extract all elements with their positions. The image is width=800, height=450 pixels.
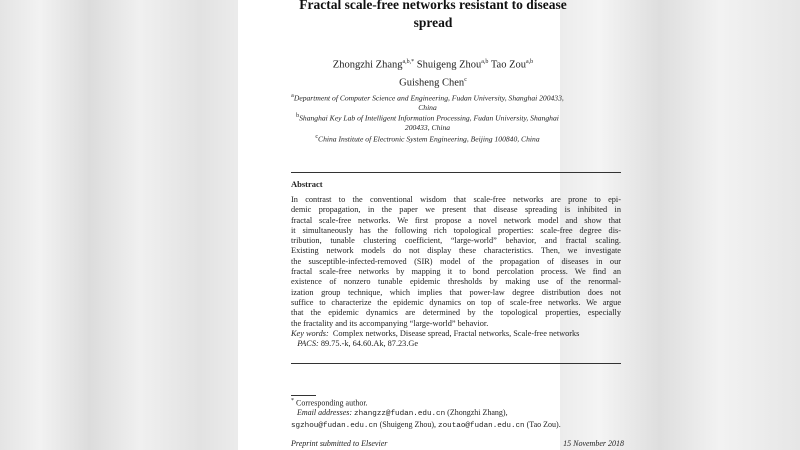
author: Shuigeng Zhou (416, 59, 482, 71)
abstract-heading: Abstract (291, 179, 323, 189)
divider (291, 363, 621, 364)
paper-page (238, 0, 624, 450)
author-list (288, 55, 578, 90)
author-sup: a,b (481, 59, 489, 65)
pacs-codes: 89.75.-k, 64.60.Ak, 87.23.Ge (320, 339, 419, 348)
author: Guisheng Chen (399, 77, 465, 88)
divider (291, 172, 621, 173)
affiliation: $^a$Department of Computer Science and Engineering, Fudan University, Shanghai 200433, China (291, 93, 564, 113)
footnote-rule (291, 395, 316, 396)
author-sup: c (464, 76, 467, 83)
affiliation: $^c$China Institute of Electronic System Engineering, Beijing 100840, China (315, 134, 540, 144)
keywords: Key words: Complex networks, Disease spread, Fractal networks, Scale-free networks PACS: 89.75.-k, 64.60.Ak, 87.23.Ge (291, 329, 580, 348)
pacs-label: PACS: (297, 339, 319, 348)
email-link[interactable]: sgzhou@fudan.edu.cn (291, 421, 378, 430)
preprint-note: Preprint submitted to Elsevier (291, 439, 388, 448)
author-sup: a,b (526, 59, 534, 65)
abstract-body: In contrast to the conventional wisdom that scale-free networks are prone to epi- demic propagation, in the paper we present that disease spreading is inhibited in fractal scale-free networks. We first propose a novel network model and show that it simultaneously has the following rich topological properties: scale-free degree dis- tribution, tunable clustering coefficient, “large-world” behavior, and fractal scaling. Existing network models do not display these characteristics. Then, we investigate the susceptible-infected-removed (SIR) model of the propagation of diseases in our fractal scale-free networks by mapping it to bond percolation process. We find an existence of nonzero tunable epidemic thresholds by making use of the renormal- ization group technique, which implies that power-law degree distribution does not suffice to characterize the epidemic dynamics on top of scale-free networks. We argue that the epidemic dynamics are determined by the topological properties, especially the fractality and its accompanying “large-world” behavior. (291, 195, 621, 328)
email-link[interactable]: zoutao@fudan.edu.cn (438, 421, 525, 430)
email-link[interactable]: zhangzz@fudan.edu.cn (354, 410, 446, 419)
author-sup: a,b,* (402, 59, 415, 65)
footnote: * Corresponding author. Email addresses: zhangzz@fudan.edu.cn (Zhongzhi Zhang), sgzhou@fudan.edu.cn (Shuigeng Zhou), zoutao@fudan.edu.cn (Tao Zou). (291, 398, 561, 430)
paper-title: Fractal scale-free networks resistant to disease spread (299, 0, 567, 30)
footer-date: 15 November 2018 (563, 439, 624, 448)
page-footer (291, 439, 624, 448)
affiliation: $^b$Shanghai Key Lab of Intelligent Information Processing, Fudan University, Shanghai 200433, China (296, 113, 559, 133)
author: Tao Zou (490, 59, 527, 71)
author: Zhongzhi Zhang (332, 59, 403, 71)
